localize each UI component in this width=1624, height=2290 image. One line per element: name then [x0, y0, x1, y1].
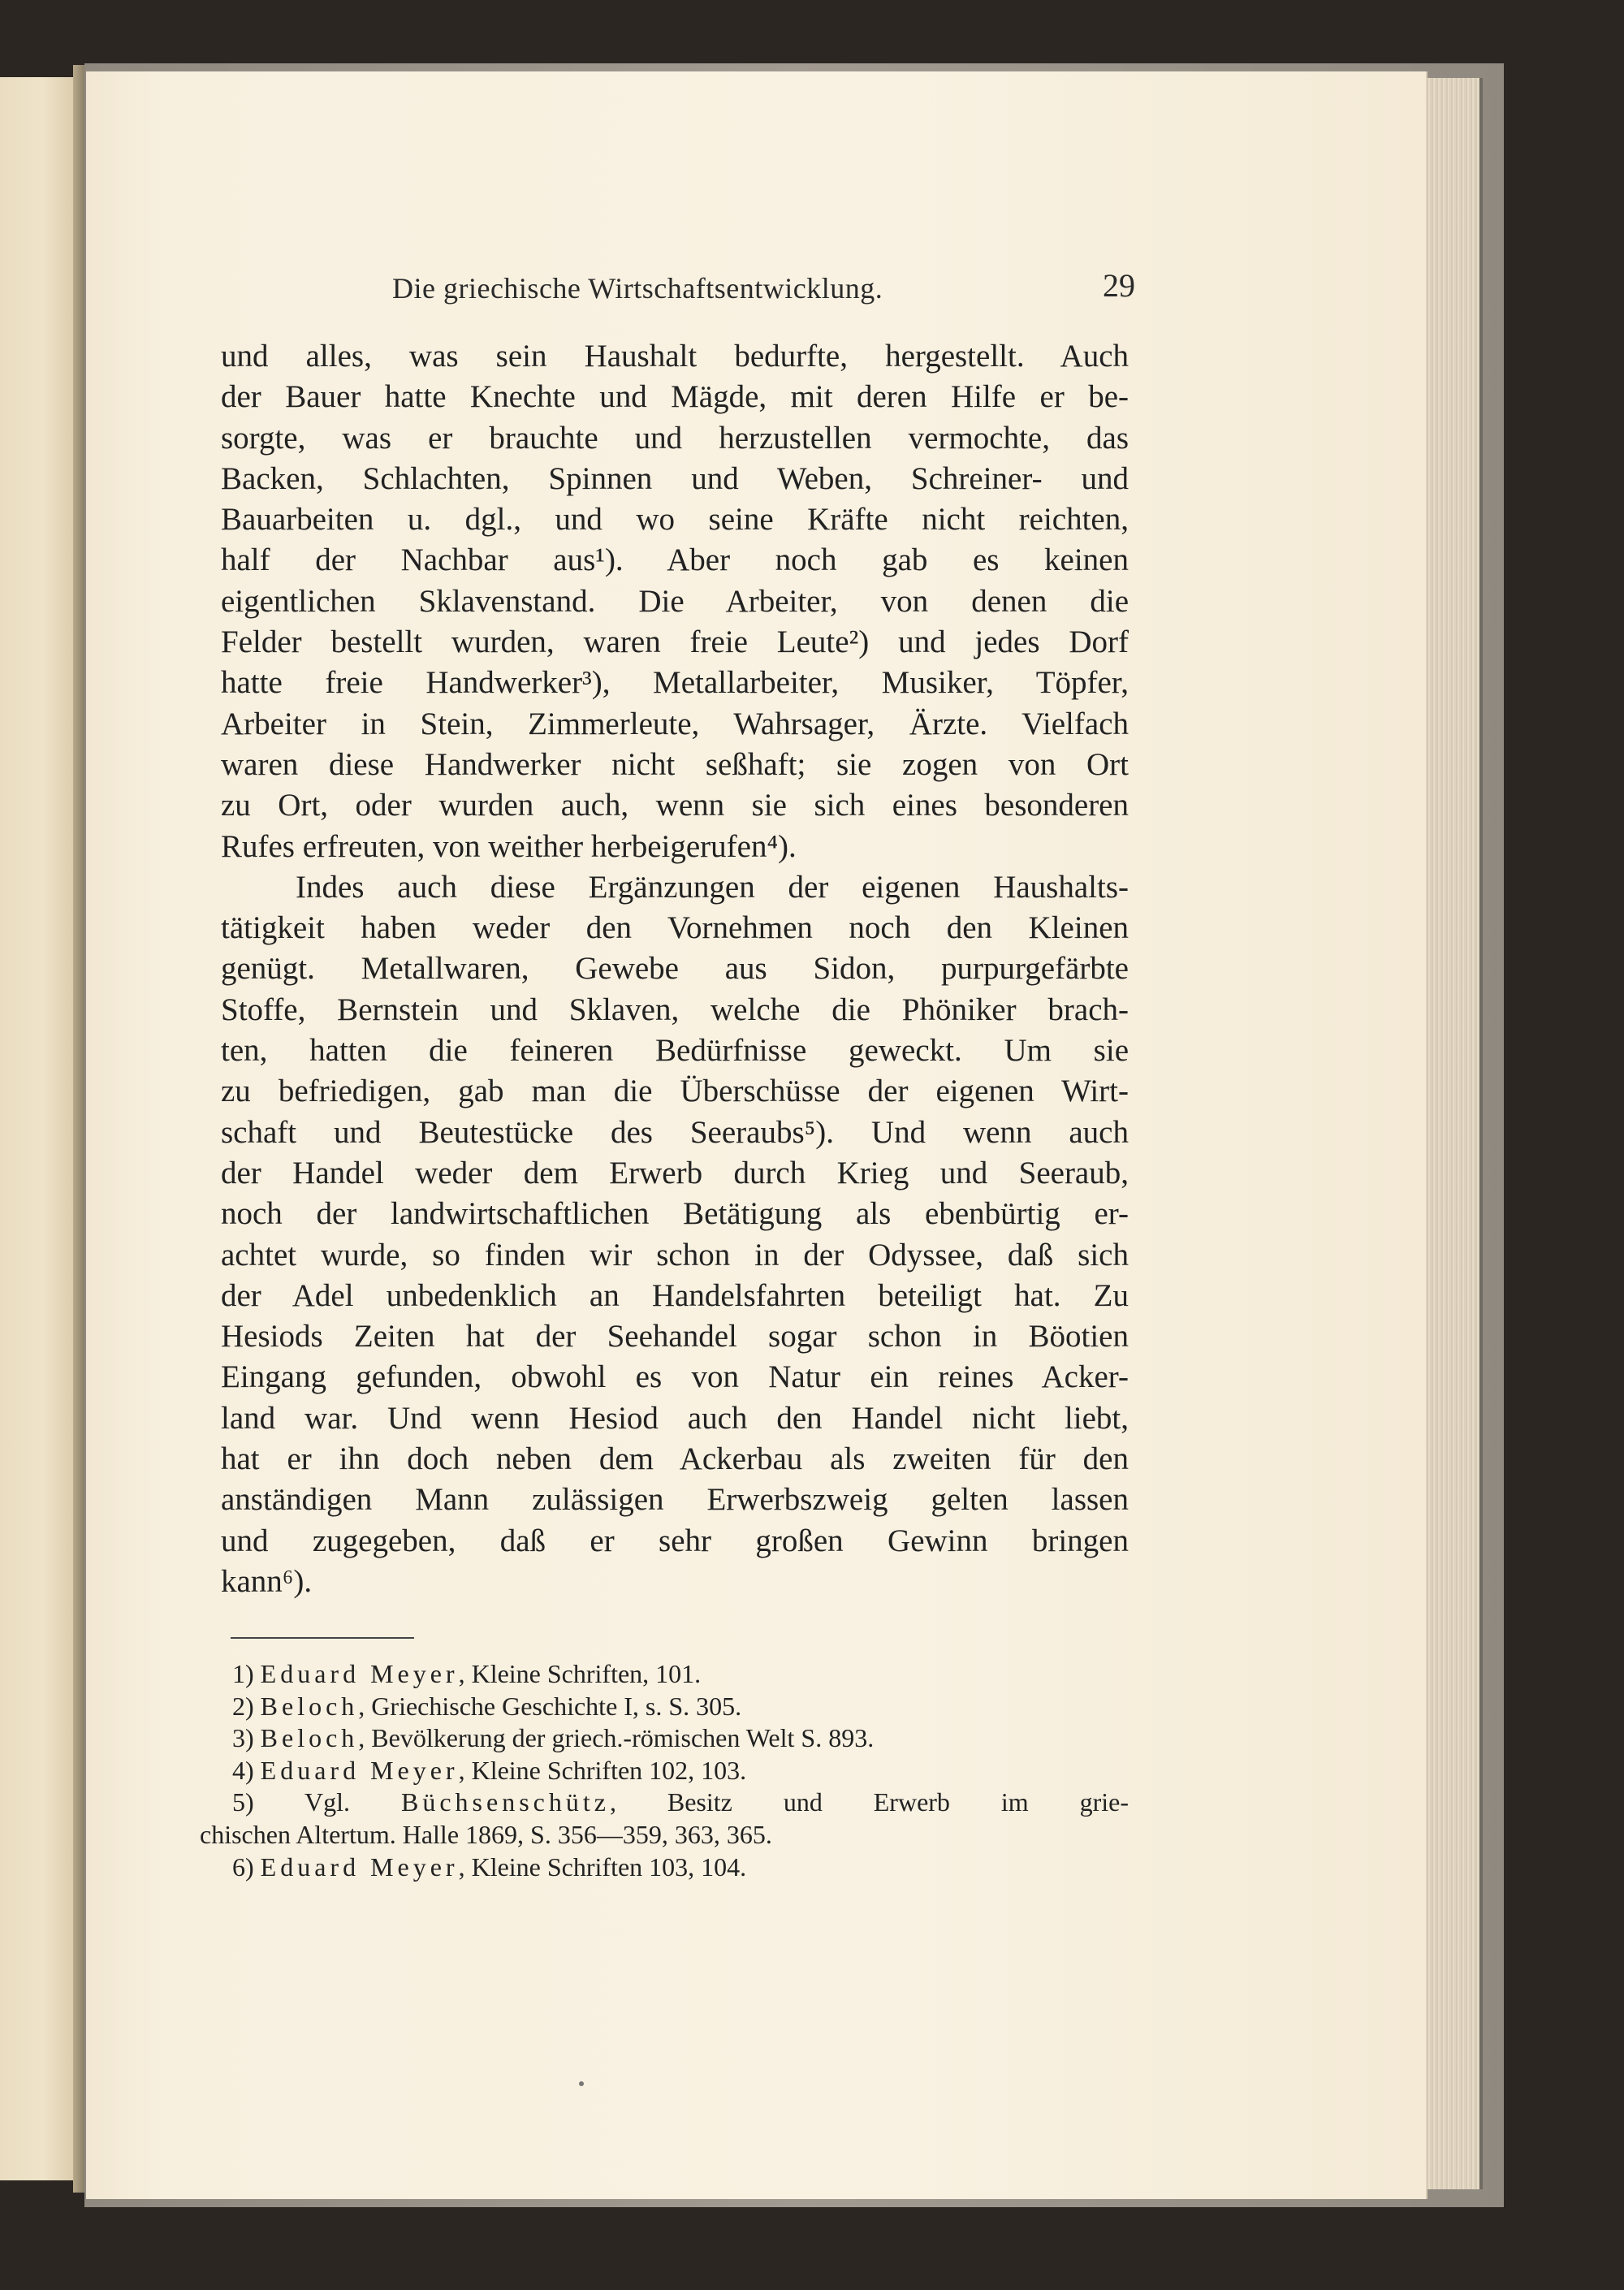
text-line: zu Ort, oder wurden auch, wenn sie sich eines besonderen	[221, 788, 1129, 823]
text-line: hatte freie Handwerker³), Metallarbeiter, Musiker, Töpfer,	[221, 665, 1129, 701]
text-line: waren diese Handwerker nicht seßhaft; sie zogen von Ort	[221, 746, 1129, 782]
text-line: Hesiods Zeiten hat der Seehandel sogar schon in Böotien	[221, 1319, 1129, 1355]
text-line: genügt. Metallwaren, Gewebe aus Sidon, purpurgefärbte	[221, 951, 1129, 987]
text-line: schaft und Beutestücke des Seeraubs⁵). Und wenn auch	[221, 1114, 1129, 1150]
footnote-marker: 3)	[232, 1723, 254, 1753]
text-line: Backen, Schlachten, Spinnen und Weben, Schreiner- und	[221, 460, 1129, 496]
footnote-4	[232, 1755, 1129, 1787]
left-page-edge	[0, 77, 78, 2180]
text-line: der Bauer hatte Knechte und Mägde, mit deren Hilfe er be-	[221, 379, 1129, 415]
footnote-marker: 2)	[232, 1691, 254, 1721]
text-line: der Handel weder dem Erwerb durch Krieg und Seeraub,	[221, 1155, 1129, 1190]
text-line: Bauarbeiten u. dgl., und wo seine Kräfte nicht reichten,	[221, 502, 1129, 538]
text-line: der Adel unbedenklich an Handelsfahrten beteiligt hat. Zu	[221, 1277, 1129, 1313]
text-line: ten, hatten die feineren Bedürfnisse geweckt. Um sie	[221, 1033, 1129, 1069]
text-line: eigentlichen Sklavenstand. Die Arbeiter, von denen die	[221, 583, 1129, 619]
text-line: Indes auch diese Ergänzungen der eigenen Haushalts-	[296, 869, 1129, 905]
footnote-prefix: Vgl.	[304, 1787, 401, 1817]
footnote-text: , Besitz und Erwerb im grie-	[609, 1787, 1129, 1817]
text-line: sorgte, was er brauchte und herzustellen vermochte, das	[221, 420, 1129, 456]
body-text	[221, 336, 1129, 1602]
page-number: 29	[1103, 267, 1135, 304]
footnote-1	[232, 1658, 1129, 1691]
text-line: Rufes erfreuten, von weither herbeigerufen⁴).	[221, 828, 797, 864]
text-line: tätigkeit haben weder den Vornehmen noch den Kleinen	[221, 910, 1129, 946]
footnote-text: , Kleine Schriften 102, 103.	[458, 1755, 747, 1785]
text-line: Arbeiter in Stein, Zimmerleute, Wahrsager, Ärzte. Vielfach	[221, 706, 1129, 741]
footnote-5-continuation: chischen Altertum. Halle 1869, S. 356—359, 363, 365.	[200, 1819, 772, 1849]
text-line: anständigen Mann zulässigen Erwerbszweig gelten lassen	[221, 1482, 1129, 1518]
footnote-marker: 4)	[232, 1755, 254, 1785]
page-edges	[1426, 78, 1483, 2189]
footnote-rule	[231, 1637, 414, 1639]
text-line: half der Nachbar aus¹). Aber noch gab es keinen	[221, 542, 1129, 578]
footnote-text: , Griechische Geschichte I, s. S. 305.	[358, 1691, 742, 1721]
text-line: noch der landwirtschaftlichen Betätigung als ebenbürtig er-	[221, 1196, 1129, 1232]
footnote-author: Beloch	[260, 1691, 359, 1721]
footnote-marker: 6)	[232, 1851, 254, 1882]
text-line: Felder bestellt wurden, waren freie Leute²) und jedes Dorf	[221, 624, 1129, 660]
footnote-marker: 1)	[232, 1659, 254, 1688]
footnote-2	[232, 1691, 1129, 1723]
text-line: kann⁶).	[221, 1563, 313, 1599]
footnotes	[200, 1658, 1129, 1883]
footnote-3	[232, 1722, 1129, 1755]
footnote-author: Beloch	[260, 1723, 359, 1753]
footnote-author: Eduard Meyer	[260, 1659, 459, 1688]
footnote-5	[232, 1787, 1129, 1819]
text-line: hat er ihn doch neben dem Ackerbau als zweiten für den	[221, 1441, 1129, 1477]
text-line: Stoffe, Bernstein und Sklaven, welche die Phöniker brach-	[221, 992, 1129, 1027]
text-line: zu befriedigen, gab man die Überschüsse der eigenen Wirt-	[221, 1074, 1129, 1109]
text-line: achtet wurde, so finden wir schon in der Odyssee, daß sich	[221, 1237, 1129, 1272]
footnote-text: , Bevölkerung der griech.-römischen Welt S. 893.	[358, 1723, 875, 1753]
footnote-author: Büchsenschütz	[400, 1787, 610, 1817]
footnote-author: Eduard Meyer	[260, 1755, 459, 1785]
paper-speck	[579, 2081, 584, 2086]
footnote-6	[232, 1851, 1129, 1884]
text-line: land war. Und wenn Hesiod auch den Handel nicht liebt,	[221, 1400, 1129, 1436]
running-head: Die griechische Wirtschaftsentwicklung.	[392, 272, 883, 305]
text-line: und zugegeben, daß er sehr großen Gewinn bringen	[221, 1523, 1129, 1558]
footnote-text: , Kleine Schriften 103, 104.	[458, 1851, 747, 1882]
footnote-author: Eduard Meyer	[260, 1851, 459, 1882]
footnote-marker: 5)	[232, 1787, 254, 1817]
text-line: und alles, was sein Haushalt bedurfte, hergestellt. Auch	[221, 339, 1129, 374]
text-line: Eingang gefunden, obwohl es von Natur ein reines Acker-	[221, 1359, 1129, 1395]
footnote-text: , Kleine Schriften, 101.	[458, 1659, 702, 1688]
